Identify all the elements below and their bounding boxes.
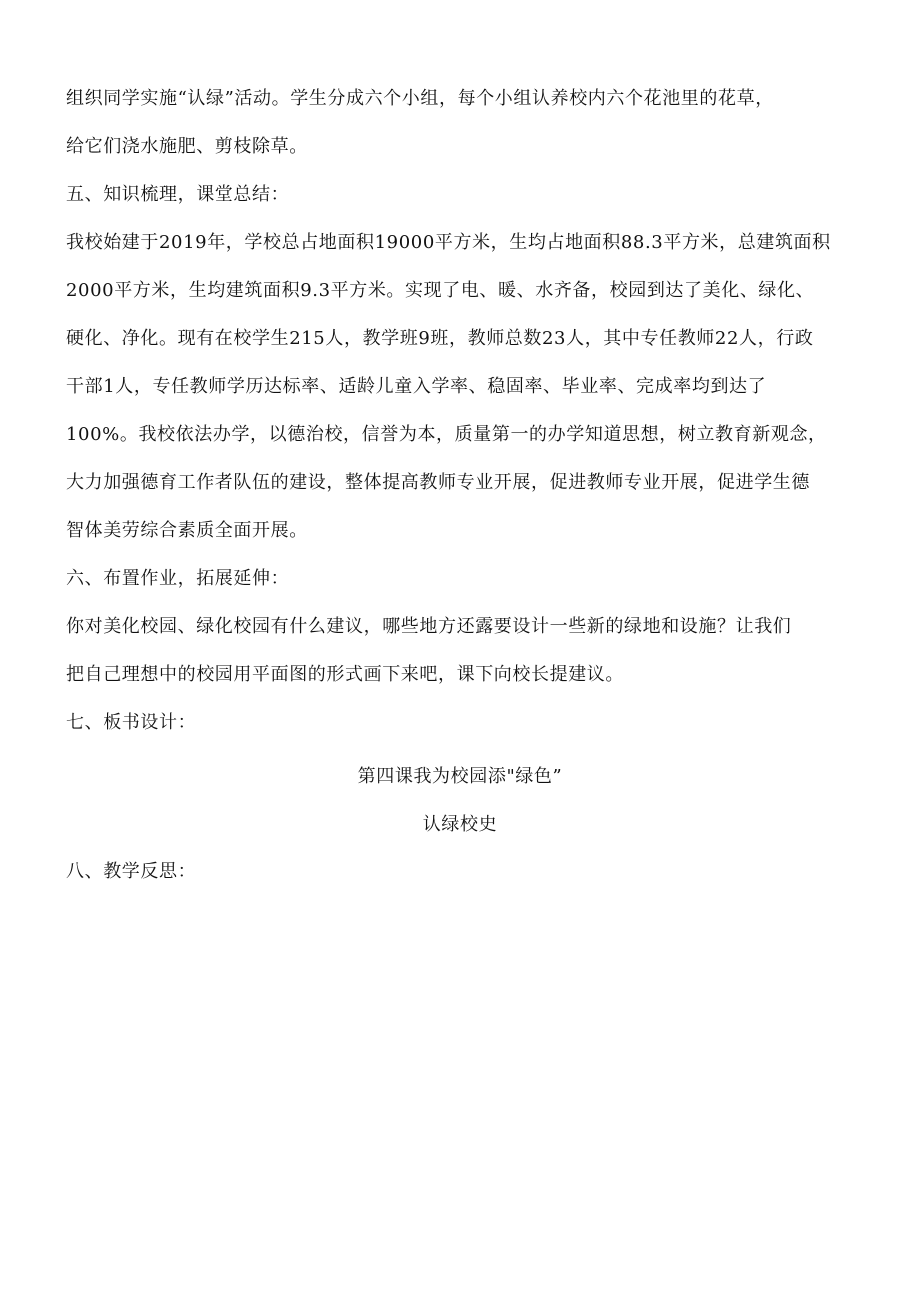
section-heading-8: 八、教学反思：	[66, 861, 197, 882]
paragraph-line: 我校始建于2019年，学校总占地面积19000平方米，生均占地面积88.3平方米，总建筑面积	[66, 232, 831, 253]
section-heading-5: 五、知识梳理，课堂总结：	[66, 184, 290, 205]
paragraph-line: 把自己理想中的校园用平面图的形式画下来吧，课下向校长提建议。	[66, 664, 624, 685]
paragraph-line: 组织同学实施“认绿”活动。学生分成六个小组，每个小组认养校内六个花池里的花草，	[66, 88, 774, 109]
paragraph-line: 硬化、净化。现有在校学生215人，教学班9班，教师总数23人，其中专任教师22人，行政	[66, 328, 814, 349]
section-heading-7: 七、板书设计：	[66, 712, 197, 733]
paragraph-line: 干部1人，专任教师学历达标率、适龄儿童入学率、稳固率、毕业率、完成率均到达了	[66, 376, 767, 397]
paragraph-line: 你对美化校园、绿化校园有什么建议，哪些地方还露要设计一些新的绿地和设施？让我们	[66, 616, 792, 637]
paragraph-line: 2000平方米，生均建筑面积9.3平方米。实现了电、暖、水齐备，校园到达了美化、绿化、	[66, 280, 815, 301]
board-design-subtitle: 认绿校史	[422, 814, 498, 835]
board-design-title: 第四课我为校园添"绿色”	[357, 766, 563, 787]
paragraph-line: 给它们浇水施肥、剪枝除草。	[66, 136, 308, 157]
paragraph-line: 智体美劳综合素质全面开展。	[66, 520, 308, 541]
paragraph-line: 100%。我校依法办学，以德治校，信誉为本，质量第一的办学知道思想，树立教育新观念，	[66, 424, 827, 445]
paragraph-line: 大力加强德育工作者队伍的建设，整体提高教师专业开展，促进教师专业开展，促进学生德	[66, 472, 810, 493]
section-heading-6: 六、布置作业，拓展延伸：	[66, 568, 290, 589]
